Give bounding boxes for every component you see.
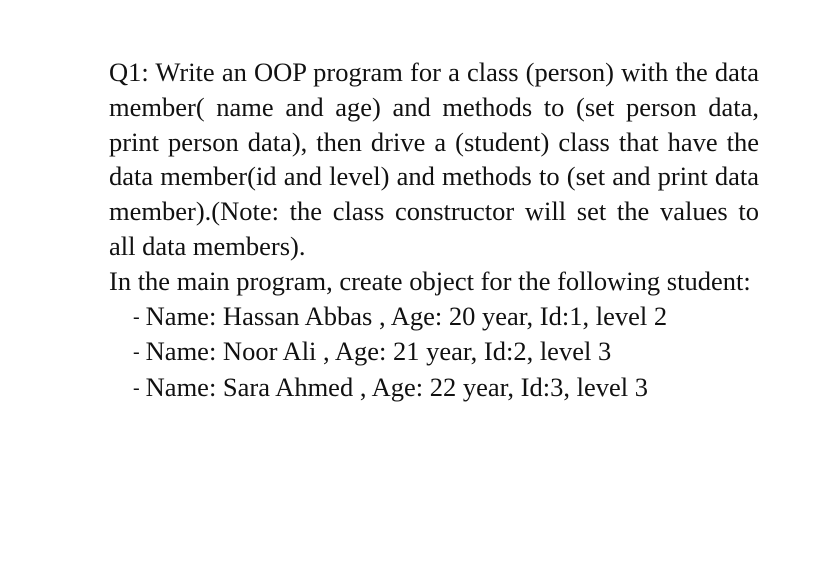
question-text: Q1: Write an OOP program for a class (person) with the data member( name and age) and methods to (set person data, print person data), then drive a (student) class that have the data member(id and level) and methods to (set and print data member).(Note: the class constructor will set the values to all data members). [109,57,759,261]
student-list [109,299,759,406]
bullet-dash: - [133,305,140,328]
list-item [133,370,759,406]
document-body [109,55,759,406]
bullet-dash: - [133,341,140,364]
list-item [133,299,759,335]
student-entry: Name: Noor Ali , Age: 21 year, Id:2, level 3 [145,336,612,367]
student-entry: Name: Hassan Abbas , Age: 20 year, Id:1, level 2 [145,300,668,331]
main-program-instruction: In the main program, create object for the following student: [109,265,751,296]
student-entry: Name: Sara Ahmed , Age: 22 year, Id:3, level 3 [145,372,648,403]
bullet-dash: - [133,377,140,400]
list-item [133,334,759,370]
